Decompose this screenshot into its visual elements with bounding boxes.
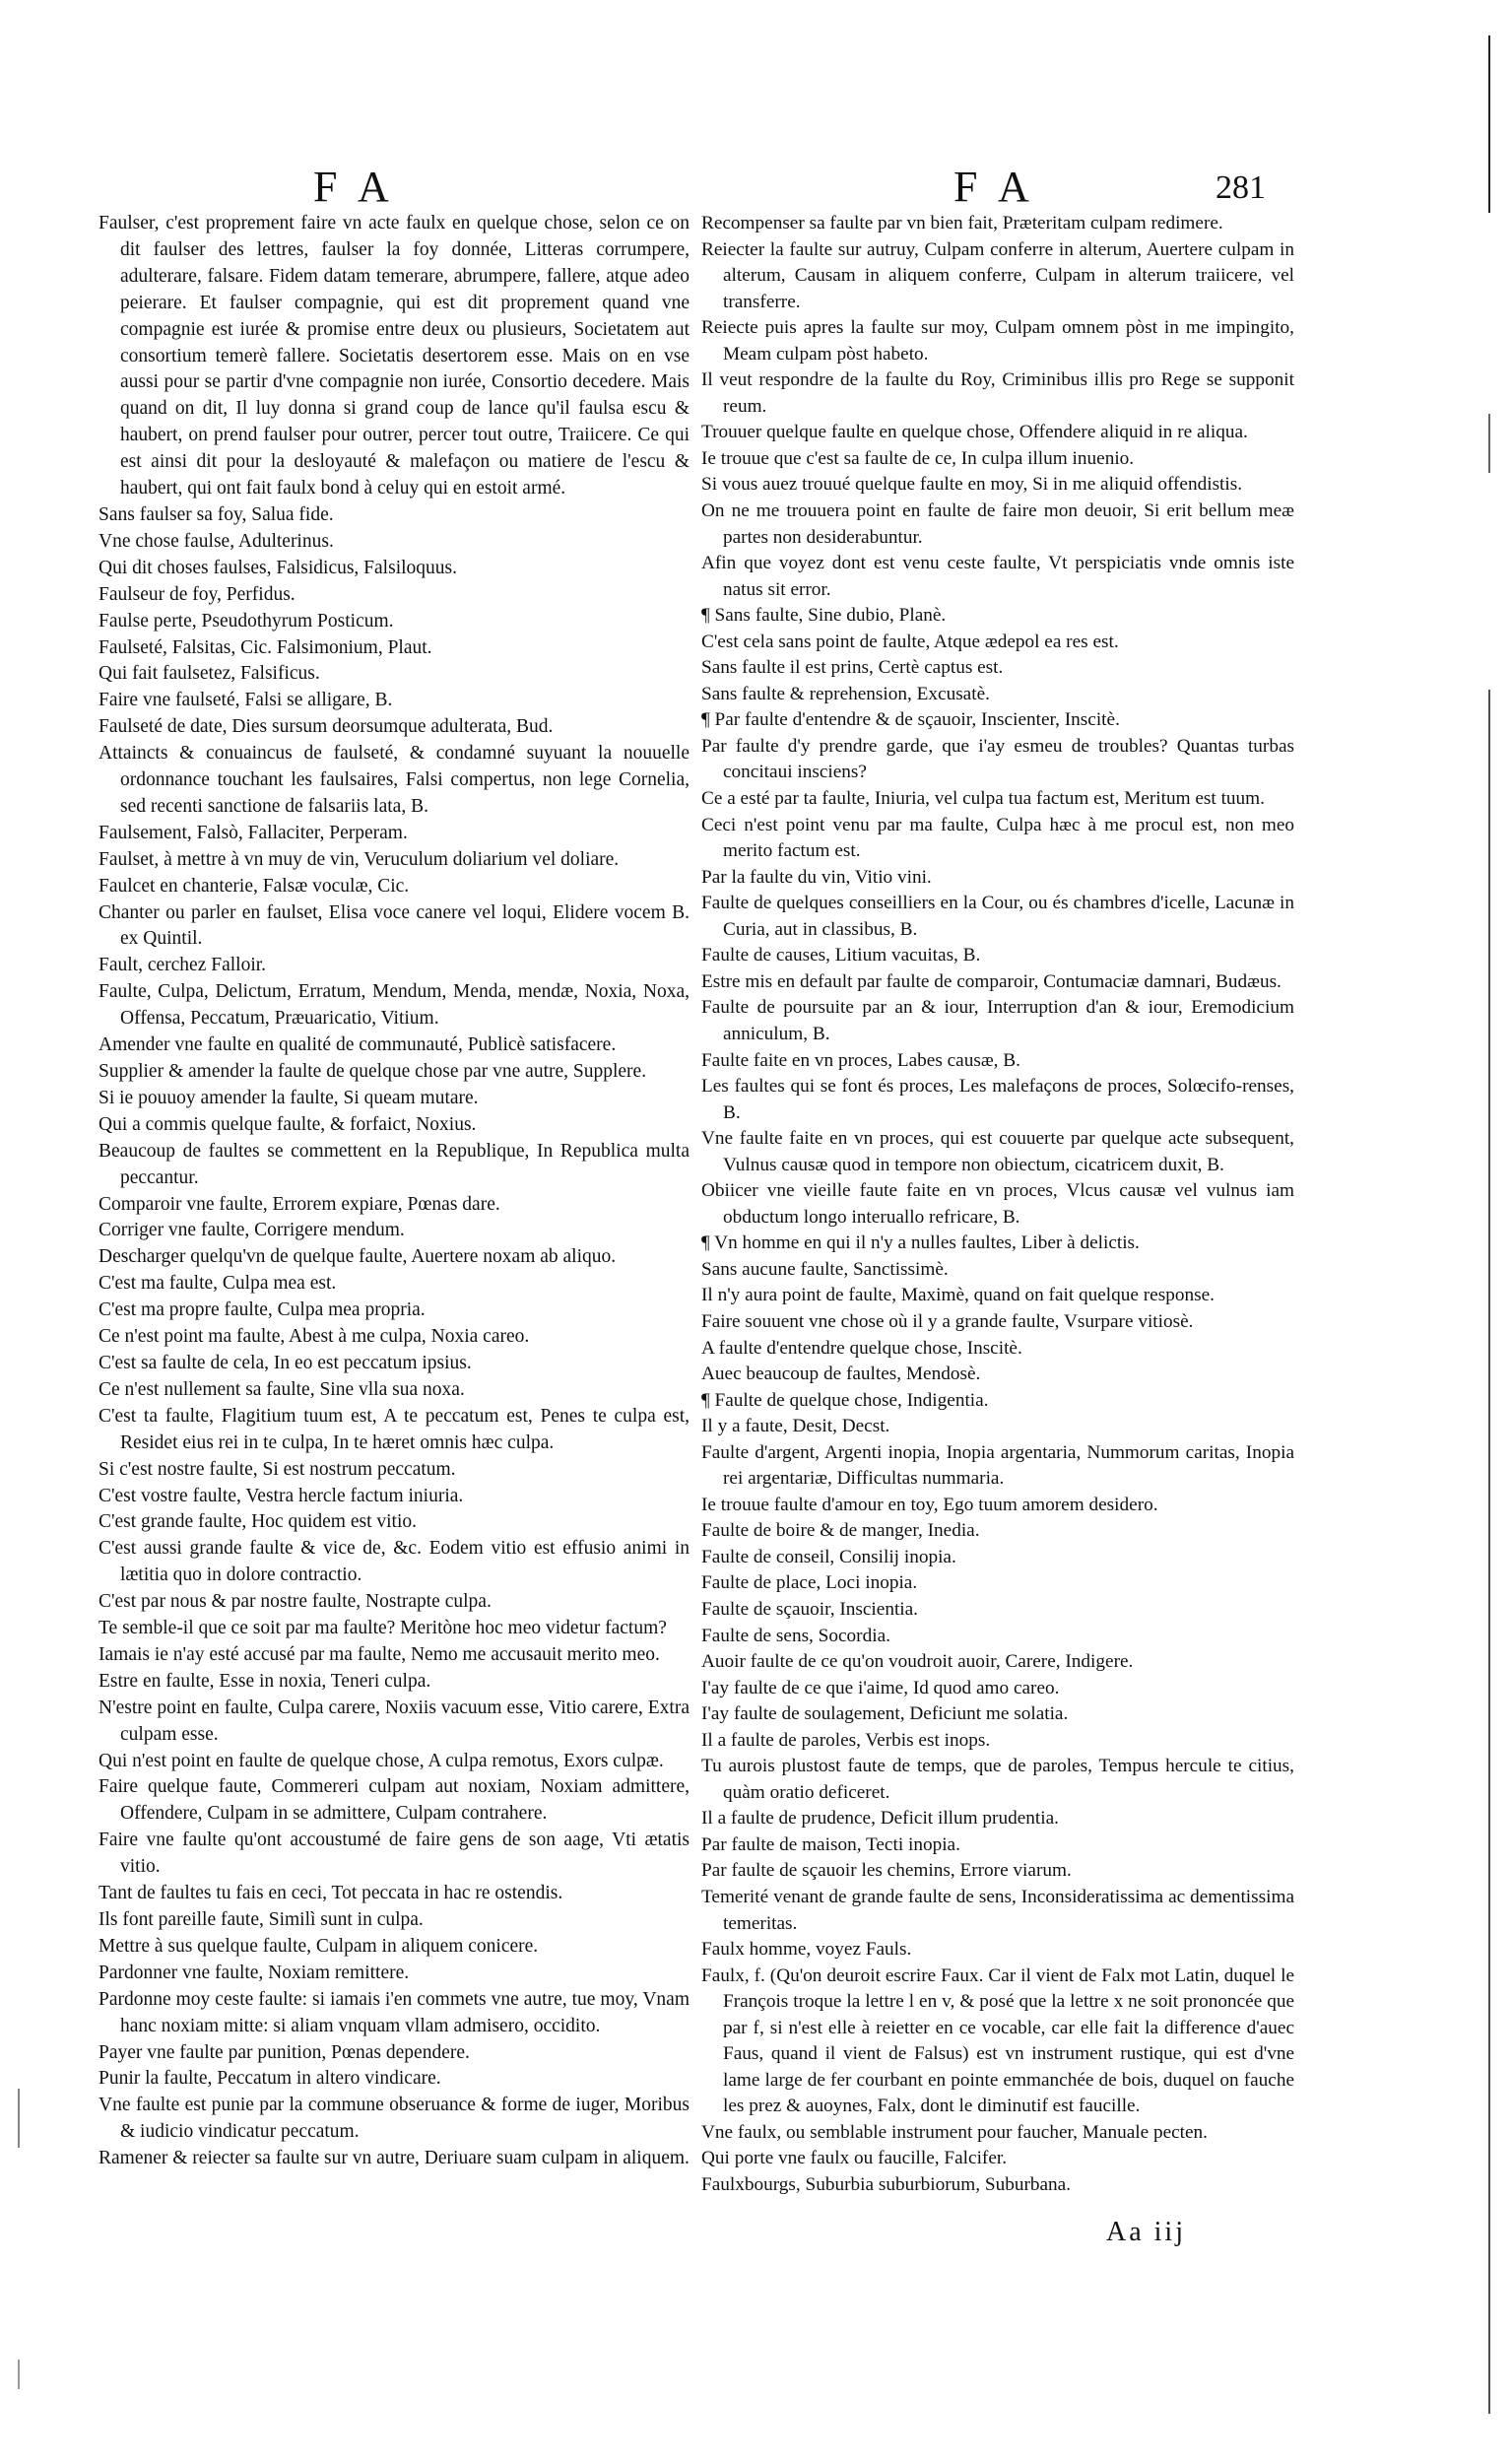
dictionary-entry: Recompenser sa faulte par vn bien fait, Præteritam culpam redimere. (701, 213, 1223, 233)
dictionary-entry: Qui fait faulsetez, Falsificus. (99, 663, 320, 685)
dictionary-entry: Qui a commis quelque faulte, & forfaict, Noxius. (99, 1113, 477, 1135)
dictionary-entry: Si ie pouuoy amender la faulte, Si queam mutare. (99, 1087, 479, 1108)
dictionary-entry: I'ay faulte de soulagement, Deficiunt me solatia. (701, 1703, 1069, 1725)
dictionary-entry: Faulte de sçauoir, Inscientia. (701, 1598, 918, 1620)
dictionary-entry: Supplier & amender la faulte de quelque chose par vne autre, Supplere. (99, 1061, 647, 1082)
dictionary-entry: Descharger quelqu'vn de quelque faulte, Auertere noxam ab aliquo. (99, 1246, 617, 1268)
dictionary-entry: Vne faulte est punie par la commune obseruance & forme de iuger, Moribus & iudicio vindicatur peccatum. (99, 2095, 690, 2143)
left-edge-mark (18, 2089, 20, 2148)
dictionary-entry: Faulser, c'est proprement faire vn acte faulx en quelque chose, selon ce on dit faulser des lettres, faulser la foy donnée, Litteras corrumpere, adulterare, falsare. Fidem datam temerare, abrumpere, fallere, atque adeo peierare. Et faulser compagnie, qui est dit proprement quand vne compagnie est iurée & promise entre deux ou plusieurs, Societatem aut consortium temerè fallere. Societatis desertorem esse. Mais on en vse aussi pour se partir d'vne compagnie non iurée, Consortio decedere. Mais quand on dit, Il luy donna si grand coup de lance qu'il faulsa escu & haubert, on prend faulser pour outrer, percer tout outre, Traiicere. Ce qui est ainsi dit pour la desloyauté & malefaçon ou matiere de l'escu & haubert, qui ont fait faulx bond à celuy qui en estoit armé. (99, 213, 690, 499)
dictionary-entry: On ne me trouuera point en faulte de faire mon deuoir, Si erit bellum meæ partes non desiderabuntur. (701, 500, 1294, 548)
dictionary-entry: Les faultes qui se font és proces, Les malefaçons de proces, Solœcifo-renses, B. (701, 1076, 1294, 1123)
dictionary-entry: Reiecter la faulte sur autruy, Culpam conferre in alterum, Auertere culpam in alterum, Causam in aliquem conferre, Culpam in alterum traiicere, vel transferre. (701, 238, 1294, 312)
dictionary-entry: Si vous auez trouué quelque faulte en moy, Si in me aliquid offendistis. (701, 474, 1243, 496)
dictionary-entry: Faulte, Culpa, Delictum, Erratum, Mendum, Menda, mendæ, Noxia, Noxa, Offensa, Peccatum, Præuaricatio, Vitium. (99, 981, 690, 1030)
dictionary-entry: Qui n'est point en faulte de quelque chose, A culpa remotus, Exors culpæ. (99, 1750, 664, 1771)
dictionary-entry: Attaincts & conuaincus de faulseté, & condamné suyuant la nouuelle ordonnance touchant les faulsaires, Falsi compertus, non lege Cornelia, sed recenti sanctione de falsariis lata, B. (99, 743, 690, 817)
dictionary-entry: Te semble-il que ce soit par ma faulte? Meritòne hoc meo videtur factum? (99, 1618, 667, 1639)
dictionary-entry: Chanter ou parler en faulset, Elisa voce canere vel loqui, Elidere vocem B. ex Quintil. (99, 901, 690, 950)
dictionary-entry: C'est sa faulte de cela, In eo est peccatum ipsius. (99, 1352, 472, 1373)
dictionary-entry: Qui porte vne faulx ou faucille, Falcifer. (701, 2148, 1008, 2169)
dictionary-entry: Ce n'est point ma faulte, Abest à me culpa, Noxia careo. (99, 1326, 530, 1348)
dictionary-entry: Sans faulte & reprehension, Excusatè. (701, 683, 990, 704)
edge-rule-middle (1488, 414, 1490, 473)
dictionary-entry: Mettre à sus quelque faulte, Culpam in aliquem conicere. (99, 1935, 539, 1957)
dictionary-entry: Faulseté de date, Dies sursum deorsumque adulterata, Bud. (99, 716, 554, 738)
dictionary-entry: Ie trouue faulte d'amour en toy, Ego tuum amorem desidero. (701, 1494, 1158, 1515)
dictionary-entry: Faulte de poursuite par an & iour, Interruption d'an & iour, Eremodicium anniculum, B. (701, 997, 1294, 1044)
dictionary-entry: Vne faulte faite en vn proces, qui est couuerte par quelque acte subsequent, Vulnus causæ quod in tempore non obiectum, cicatricem duxit, B. (701, 1128, 1294, 1175)
dictionary-entry: Temerité venant de grande faulte de sens, Inconsideratissima ac dementissima temeritas. (701, 1887, 1294, 1934)
dictionary-entry: Faulte d'argent, Argenti inopia, Inopia argentaria, Nummorum caritas, Inopia rei argentariæ, Difficultas nummaria. (701, 1441, 1294, 1490)
dictionary-entry: C'est aussi grande faulte & vice de, &c. Eodem vitio est effusio animi in lætitia quo in dolore contractio. (99, 1538, 690, 1586)
dictionary-entry: Faulte de conseil, Consilij inopia. (701, 1546, 956, 1567)
dictionary-entry: Vne faulx, ou semblable instrument pour faucher, Manuale pecten. (701, 2121, 1208, 2143)
dictionary-entry: Sans faulser sa foy, Salua fide. (99, 503, 334, 525)
dictionary-entry: Amender vne faulte en qualité de communauté, Publicè satisfacere. (99, 1034, 617, 1056)
dictionary-entry: Fault, cerchez Falloir. (99, 955, 267, 976)
dictionary-entry: Faulseur de foy, Perfidus. (99, 583, 296, 605)
dictionary-entry: Tu aurois plustost faute de temps, que de paroles, Tempus hercule te citius, quàm oratio deficeret. (701, 1756, 1294, 1803)
dictionary-entry: Ce a esté par ta faulte, Iniuria, vel culpa tua factum est, Meritum est tuum. (701, 788, 1265, 810)
left-edge-mark-bottom (18, 2360, 20, 2389)
dictionary-entry: Comparoir vne faulte, Errorem expiare, Pœnas dare. (99, 1193, 500, 1215)
dictionary-entry: Par faulte d'y prendre garde, que i'ay esmeu de troubles? Quantas turbas concitaui insciens? (701, 735, 1294, 783)
dictionary-entry: Qui dit choses faulses, Falsidicus, Falsiloquus. (99, 557, 457, 578)
dictionary-entry: Estre en faulte, Esse in noxia, Teneri culpa. (99, 1670, 431, 1692)
right-column (701, 211, 1294, 2199)
dictionary-entry: Iamais ie n'ay esté accusé par ma faulte, Nemo me accusauit merito meo. (99, 1643, 660, 1665)
dictionary-entry: Il y a faute, Desit, Decst. (701, 1416, 890, 1437)
dictionary-entry: Reiecte puis apres la faulte sur moy, Culpam omnem pòst in me impingito, Meam culpam pòst habeto. (701, 317, 1294, 365)
dictionary-entry: Faulte de place, Loci inopia. (701, 1572, 918, 1594)
dictionary-entry: C'est cela sans point de faulte, Atque ædepol ea res est. (701, 631, 1119, 652)
dictionary-entry: Ie trouue que c'est sa faulte de ce, In culpa illum inuenio. (701, 447, 1135, 469)
dictionary-entry: Ils font pareille faute, Similì sunt in culpa. (99, 1909, 424, 1930)
dictionary-entry: C'est par nous & par nostre faulte, Nostrapte culpa. (99, 1591, 492, 1613)
dictionary-entry: Auoir faulte de ce qu'on voudroit auoir, Carere, Indigere. (701, 1651, 1134, 1673)
dictionary-entry: Afin que voyez dont est venu ceste faulte, Vt perspiciatis vnde omnis iste natus sit error. (701, 553, 1294, 600)
dictionary-entry: Par faulte de sçauoir les chemins, Errore viarum. (701, 1860, 1072, 1882)
dictionary-entry: Beaucoup de faultes se commettent en la Republique, In Republica multa peccantur. (99, 1140, 690, 1188)
running-head-left: F A (313, 163, 395, 211)
dictionary-entry: I'ay faulte de ce que i'aime, Id quod amo careo. (701, 1677, 1060, 1698)
dictionary-entry: Tant de faultes tu fais en ceci, Tot peccata in hac re ostendis. (99, 1883, 563, 1904)
dictionary-entry: Ramener & reiecter sa faulte sur vn autre, Deriuare suam culpam in aliquem. (99, 2148, 690, 2169)
left-column (99, 211, 690, 2172)
dictionary-entry: N'estre point en faulte, Culpa carere, Noxiis vacuum esse, Vitio carere, Extra culpam esse. (99, 1697, 690, 1745)
dictionary-entry: Faulte faite en vn proces, Labes causæ, B. (701, 1049, 1020, 1071)
dictionary-entry: Faulcet en chanterie, Falsæ voculæ, Cic. (99, 875, 410, 897)
dictionary-entry: Trouuer quelque faulte en quelque chose, Offendere aliquid in re aliqua. (701, 422, 1248, 443)
dictionary-entry: Faire souuent vne chose où il y a grande faulte, Vsurpare vitiosè. (701, 1310, 1194, 1332)
dictionary-entry: Il veut respondre de la faulte du Roy, Criminibus illis pro Rege se supponit reum. (701, 369, 1294, 417)
dictionary-entry: ¶ Sans faulte, Sine dubio, Planè. (701, 605, 947, 627)
dictionary-entry: Faire vne faulseté, Falsi se alligare, B. (99, 690, 393, 711)
dictionary-entry: C'est ma faulte, Culpa mea est. (99, 1273, 337, 1295)
dictionary-entry: C'est grande faulte, Hoc quidem est vitio. (99, 1511, 418, 1533)
dictionary-entry: Punir la faulte, Peccatum in altero vindicare. (99, 2068, 441, 2090)
dictionary-entry: ¶ Par faulte d'entendre & de sçauoir, Inscienter, Inscitè. (701, 709, 1120, 731)
dictionary-entry: Faulx, f. (Qu'on deuroit escrire Faux. Car il vient de Falx mot Latin, duquel le François troque la lettre l en v, & posé que la lettre x ne soit prononcée que par f, si n'est elle à reietter en ce vocable, car elle fait la difference d'auec Faus, quand il vient de Falsus) est vn instrument rustique, qui est d'vne lame large de fer courbant en pointe emmanchée de bois, duquel on fauche les prez & auoynes, Falx, dont le diminutif est faucille. (701, 1964, 1294, 2117)
dictionary-entry: Faulset, à mettre à vn muy de vin, Veruculum doliarium vel doliare. (99, 848, 620, 870)
dictionary-entry: C'est ma propre faulte, Culpa mea propria. (99, 1299, 426, 1321)
dictionary-entry: Ce n'est nullement sa faulte, Sine vlla sua noxa. (99, 1378, 465, 1400)
dictionary-entry: Faulsement, Falsò, Fallaciter, Perperam. (99, 822, 408, 843)
dictionary-entry: Pardonner vne faulte, Noxiam remittere. (99, 1962, 410, 1983)
dictionary-entry: ¶ Faulte de quelque chose, Indigentia. (701, 1389, 989, 1411)
dictionary-entry: Ceci n'est point venu par ma faulte, Culpa hæc à me procul est, non meo merito factum est. (701, 814, 1294, 862)
dictionary-entry: A faulte d'entendre quelque chose, Inscitè. (701, 1337, 1022, 1359)
dictionary-entry: Faulte de quelques conseilliers en la Cour, ou és chambres d'icelle, Lacunæ in Curia, aut in classibus, B. (701, 893, 1294, 940)
dictionary-entry: Faulte de causes, Litium vacuitas, B. (701, 945, 981, 966)
dictionary-entry: C'est vostre faulte, Vestra hercle factum iniuria. (99, 1485, 464, 1506)
edge-rule-bottom (1488, 690, 1490, 2414)
dictionary-entry: Faulxbourgs, Suburbia suburbiorum, Suburbana. (701, 2174, 1071, 2196)
dictionary-entry: Faulx homme, voyez Fauls. (701, 1939, 912, 1961)
dictionary-entry: Corriger vne faulte, Corrigere mendum. (99, 1220, 405, 1241)
dictionary-entry: Sans aucune faulte, Sanctissimè. (701, 1258, 949, 1280)
dictionary-entry: Faulseté, Falsitas, Cic. Falsimonium, Plaut. (99, 636, 432, 658)
dictionary-entry: Il a faulte de paroles, Verbis est inops. (701, 1729, 991, 1751)
dictionary-entry: Obiicer vne vieille faute faite en vn proces, Vlcus causæ vel vulnus iam obductum longo interuallo refricare, B. (701, 1180, 1294, 1228)
dictionary-entry: Payer vne faulte par punition, Pœnas dependere. (99, 2041, 470, 2063)
dictionary-entry: Faire quelque faute, Commereri culpam aut noxiam, Noxiam admittere, Offendere, Culpam in se admittere, Culpam contrahere. (99, 1776, 690, 1825)
dictionary-entry: Faulte de sens, Socordia. (701, 1625, 890, 1646)
dictionary-entry: Sans faulte il est prins, Certè captus est. (701, 657, 1004, 679)
dictionary-entry: Auec beaucoup de faultes, Mendosè. (701, 1364, 981, 1385)
dictionary-entry: Vne chose faulse, Adulterinus. (99, 530, 334, 552)
dictionary-entry: Faulse perte, Pseudothyrum Posticum. (99, 610, 394, 632)
dictionary-entry: Par la faulte du vin, Vitio vini. (701, 866, 932, 888)
dictionary-entry: Il a faulte de prudence, Deficit illum prudentia. (701, 1808, 1059, 1830)
dictionary-entry: Si c'est nostre faulte, Si est nostrum peccatum. (99, 1458, 456, 1480)
page-number: 281 (1216, 169, 1266, 206)
dictionary-entry: Estre mis en default par faulte de comparoir, Contumaciæ damnari, Budæus. (701, 970, 1282, 992)
dictionary-entry: Faulte de boire & de manger, Inedia. (701, 1520, 980, 1542)
dictionary-entry: Il n'y aura point de faulte, Maximè, quand on fait quelque response. (701, 1285, 1215, 1306)
dictionary-entry: Pardonne moy ceste faulte: si iamais i'en commets vne autre, tue moy, Vnam hanc noxiam mitte: si aliam vnquam vllam admisero, occidito. (99, 1988, 690, 2036)
running-head-right: F A (953, 163, 1035, 211)
dictionary-entry: ¶ Vn homme en qui il n'y a nulles faultes, Liber à delictis. (701, 1232, 1140, 1254)
dictionary-entry: C'est ta faulte, Flagitium tuum est, A te peccatum est, Penes te culpa est, Residet eius rei in te culpa, In te hæret omnis hæc culpa. (99, 1405, 690, 1453)
signature-mark: Aa iij (1106, 2217, 1186, 2247)
edge-rule-top (1488, 35, 1490, 213)
dictionary-entry: Par faulte de maison, Tecti inopia. (701, 1833, 960, 1855)
dictionary-entry: Faire vne faulte qu'ont accoustumé de faire gens de son aage, Vti ætatis vitio. (99, 1830, 690, 1878)
